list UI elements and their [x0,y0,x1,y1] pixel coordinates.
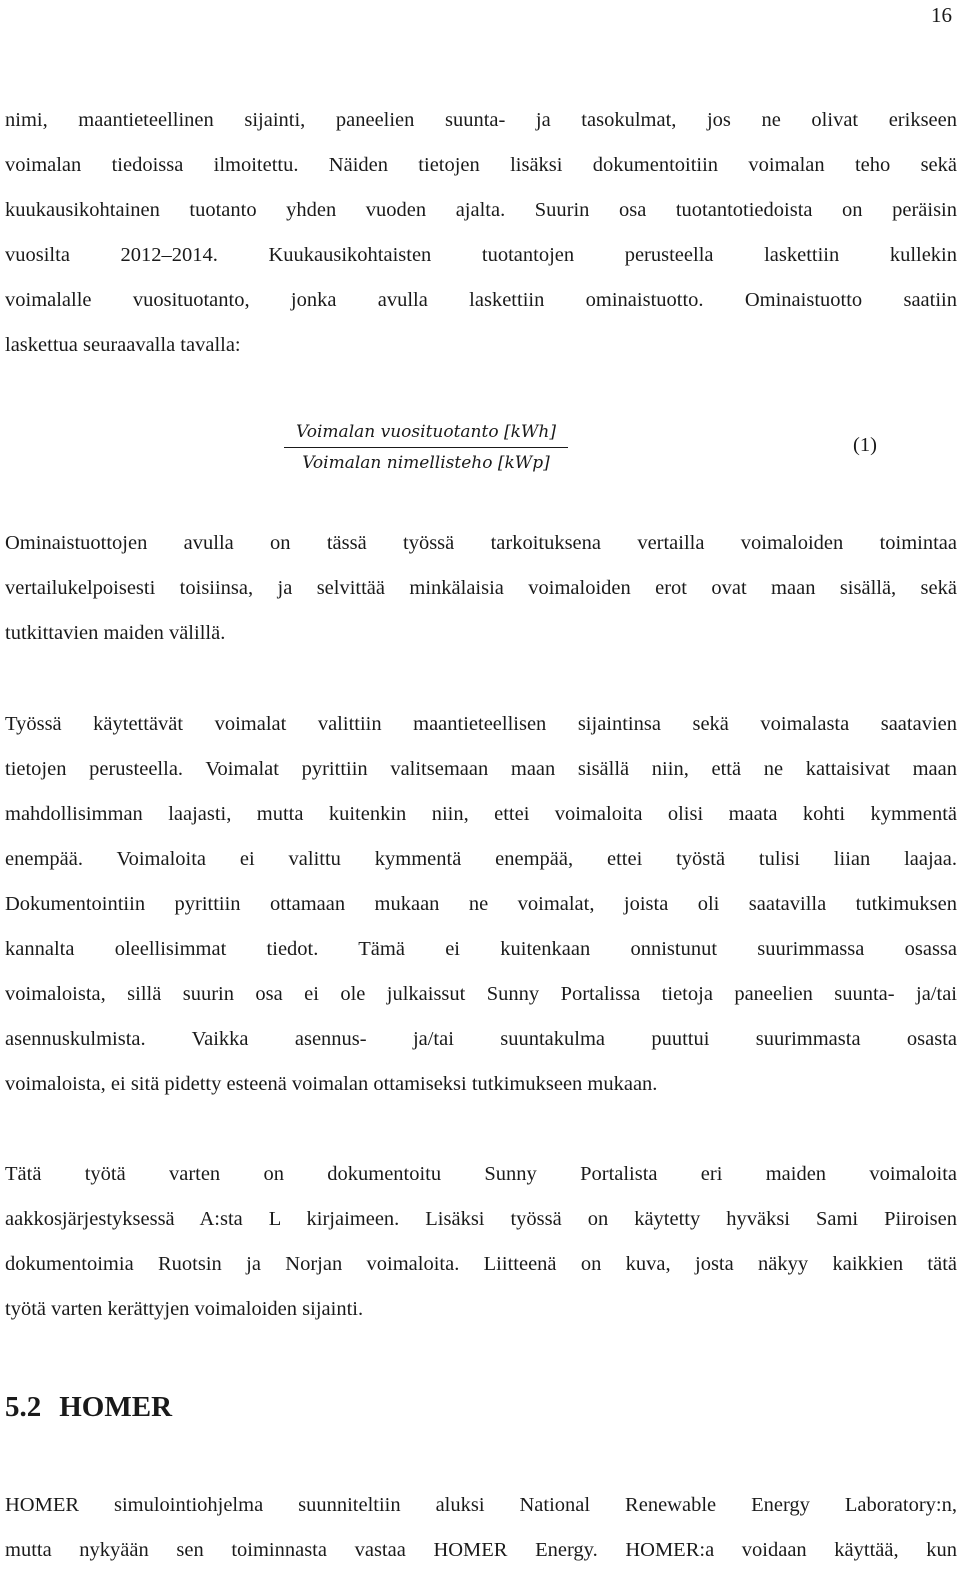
text-line: voimaloista, ei sitä pidetty esteenä voimalan ottamiseksi tutkimukseen mukaan. [5,1073,658,1095]
text-line: enempää. Voimaloita ei valittu kymmentä enempää, ettei työstä tulisi liian laajaa. [5,848,957,870]
text-line: kannalta oleellisimmat tiedot. Tämä ei kuitenkaan onnistunut suurimmassa osassa [5,938,957,960]
formula-denominator: Voimalan nimellisteho [kWp] [302,453,550,473]
section-heading [5,1387,172,1427]
section-title: HOMER [59,1391,173,1423]
text-line: mutta nykyään sen toiminnasta vastaa HOMER Energy. HOMER:a voidaan käyttää, kun [5,1539,957,1561]
text-line: asennuskulmista. Vaikka asennus- ja/tai suuntakulma puuttui suurimmasta osasta [5,1028,957,1050]
text-line: voimalan tiedoissa ilmoitettu. Näiden tietojen lisäksi dokumentoitiin voimalan teho sekä [5,154,957,176]
text-line: mahdollisimman laajasti, mutta kuitenkin niin, ettei voimaloita olisi maata kohti kymmentä [5,803,957,825]
paragraph-intro [5,98,957,368]
text-line: kuukausikohtainen tuotanto yhden vuoden ajalta. Suurin osa tuotantotiedoista on peräisin [5,199,957,221]
text-line: nimi, maantieteellinen sijainti, paneelien suunta- ja tasokulmat, jos ne olivat erikseen [5,109,957,131]
paragraph-purpose [5,521,957,656]
text-line: laskettua seuraavalla tavalla: [5,334,241,356]
formula-numerator: Voimalan vuosituotanto [kWh] [284,420,568,448]
text-line: tutkittavien maiden välillä. [5,622,226,644]
paragraph-homer [5,1483,957,1573]
text-line: voimaloista, sillä suurin osa ei ole julkaissut Sunny Portalissa tietoja paneelien suunta- ja/tai [5,983,957,1005]
paragraph-documentation [5,1152,957,1332]
text-line: aakkosjärjestyksessä A:sta L kirjaimeen. Lisäksi työssä on käytetty hyväksi Sami Piiroisen [5,1208,957,1230]
text-line: vertailukelpoisesti toisiinsa, ja selvittää minkälaisia voimaloiden erot ovat maan sisällä, sekä [5,577,957,599]
page-number: 16 [931,3,952,27]
text-line: työtä varten kerättyjen voimaloiden sijainti. [5,1298,364,1320]
formula-number: (1) [853,434,877,456]
text-line: HOMER simulointiohjelma suunniteltiin aluksi National Renewable Energy Laboratory:n, [5,1494,957,1516]
formula-fraction [284,420,568,475]
text-line: Tätä työtä varten on dokumentoitu Sunny Portalista eri maiden voimaloita [5,1163,957,1185]
text-line: voimalalle vuosituotanto, jonka avulla laskettiin ominaistuotto. Ominaistuotto saatiin [5,289,957,311]
section-number: 5.2 [5,1391,42,1423]
text-line: tietojen perusteella. Voimalat pyrittiin valitsemaan maan sisällä niin, että ne kattaisivat maan [5,758,957,780]
text-line: vuosilta 2012–2014. Kuukausikohtaisten tuotantojen perusteella laskettiin kullekin [5,244,957,266]
paragraph-selection [5,702,957,1107]
text-line: Dokumentointiin pyrittiin ottamaan mukaan ne voimalat, joista oli saatavilla tutkimuksen [5,893,957,915]
text-line: dokumentoimia Ruotsin ja Norjan voimaloita. Liitteenä on kuva, josta näkyy kaikkien tätä [5,1253,957,1275]
text-line: Työssä käytettävät voimalat valittiin maantieteellisen sijaintinsa sekä voimalasta saatavien [5,713,957,735]
text-line: Ominaistuottojen avulla on tässä työssä tarkoituksena vertailla voimaloiden toimintaa [5,532,957,554]
